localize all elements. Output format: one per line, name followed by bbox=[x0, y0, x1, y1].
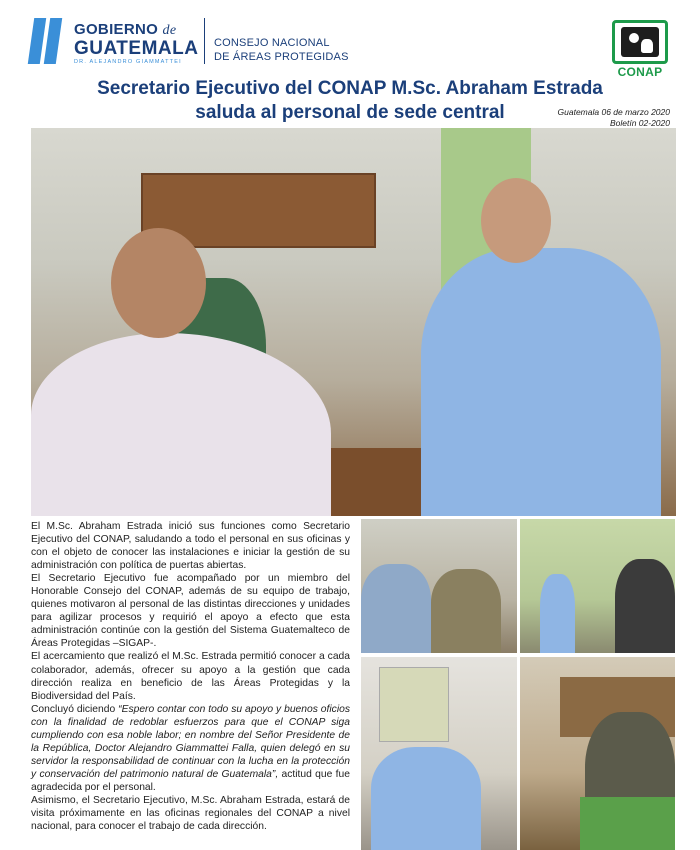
paragraph-2: El Secretario Ejecutivo fue acompañado por un miembro del Honorable Consejo del CONAP, además de su equipo de trabajo, quienes motivaron al personal de las distintas direcciones y unidades para agilizar procesos y requirió el apoyo a efecto que esta administración continúe con la gestión del Sistema Guatemalteco de Áreas Protegidas –SIGAP-. bbox=[31, 573, 350, 650]
government-logo-text bbox=[74, 22, 198, 66]
paragraph-4: Concluyó diciendo “Espero contar con todo su apoyo y buenos oficios con la finalidad de redoblar esfuerzos para que el CONAP siga cumpliendo con esa noble labor; en nombre del Señor Presidente de la República, Doctor Alejandro Giammattei Falla, quien delegó en su servidor la responsabilidad de continuar con la lucha en la protección y conservación del patrimonio natural de Guatemala”, actitud que fue agradecida por el personal. bbox=[31, 703, 350, 793]
government-emblem-icon bbox=[27, 18, 67, 64]
photo-greeting-staff bbox=[361, 519, 517, 653]
consejo-label: CONSEJO NACIONAL DE ÁREAS PROTEGIDAS bbox=[214, 37, 349, 63]
conap-logo-label: CONAP bbox=[617, 65, 663, 79]
paragraph-5: Asimismo, el Secretario Ejecutivo, M.Sc. Abraham Estrada, estará de visita próximamente en las oficinas regionales del CONAP a nivel nacional, para conocer el trabajo de cada dirección. bbox=[31, 794, 350, 833]
paragraph-1: El M.Sc. Abraham Estrada inició sus funciones como Secretario Ejecutivo del CONAP, saludando a todo el personal en sus oficinas y con el objeto de conocer las instalaciones e iniciar la gestión de su administración con política de puertas abiertas. bbox=[31, 521, 350, 572]
paragraph-3: El acercamiento que realizó el M.Sc. Estrada permitió conocer a cada colaborador, además, ofrecer su apoyo a la gestión que cada dirección realiza en beneficio de las Áreas Protegidas y la Biodiversidad del País. bbox=[31, 651, 350, 702]
article-meta bbox=[558, 107, 670, 129]
gov-line3: DR. ALEJANDRO GIAMMATTEI bbox=[74, 59, 182, 65]
article-body bbox=[31, 520, 350, 833]
header-divider bbox=[204, 18, 205, 64]
conap-monkey-icon bbox=[612, 20, 668, 64]
photo-office-visit bbox=[520, 519, 675, 653]
article-title: Secretario Ejecutivo del CONAP M.Sc. Abraham Estrada saluda al personal de sede central bbox=[97, 78, 603, 123]
gov-line2: GUATEMALA bbox=[74, 38, 199, 59]
conap-logo bbox=[612, 20, 668, 80]
article-bulletin: Boletín 02-2020 bbox=[609, 118, 670, 128]
gov-line1: GOBIERNO de bbox=[74, 21, 177, 38]
main-photo-handshake bbox=[31, 128, 676, 516]
quote: “Espero contar con todo su apoyo y buenos oficios con la finalidad de redoblar esfuerzos para que el CONAP siga cumpliendo con esa noble labor; en nombre del Señor Presidente de la República, Doctor Alejandro Giammattei Falla, quien delegó en su servidor la responsabilidad de continuar con la lucha en la protección y conservación del patrimonio natural de Guatemala”, bbox=[31, 703, 350, 780]
photo-staff-desk bbox=[520, 657, 675, 850]
page-header bbox=[0, 0, 700, 80]
article-date: Guatemala 06 de marzo 2020 bbox=[557, 107, 670, 117]
photo-map-office bbox=[361, 657, 517, 850]
